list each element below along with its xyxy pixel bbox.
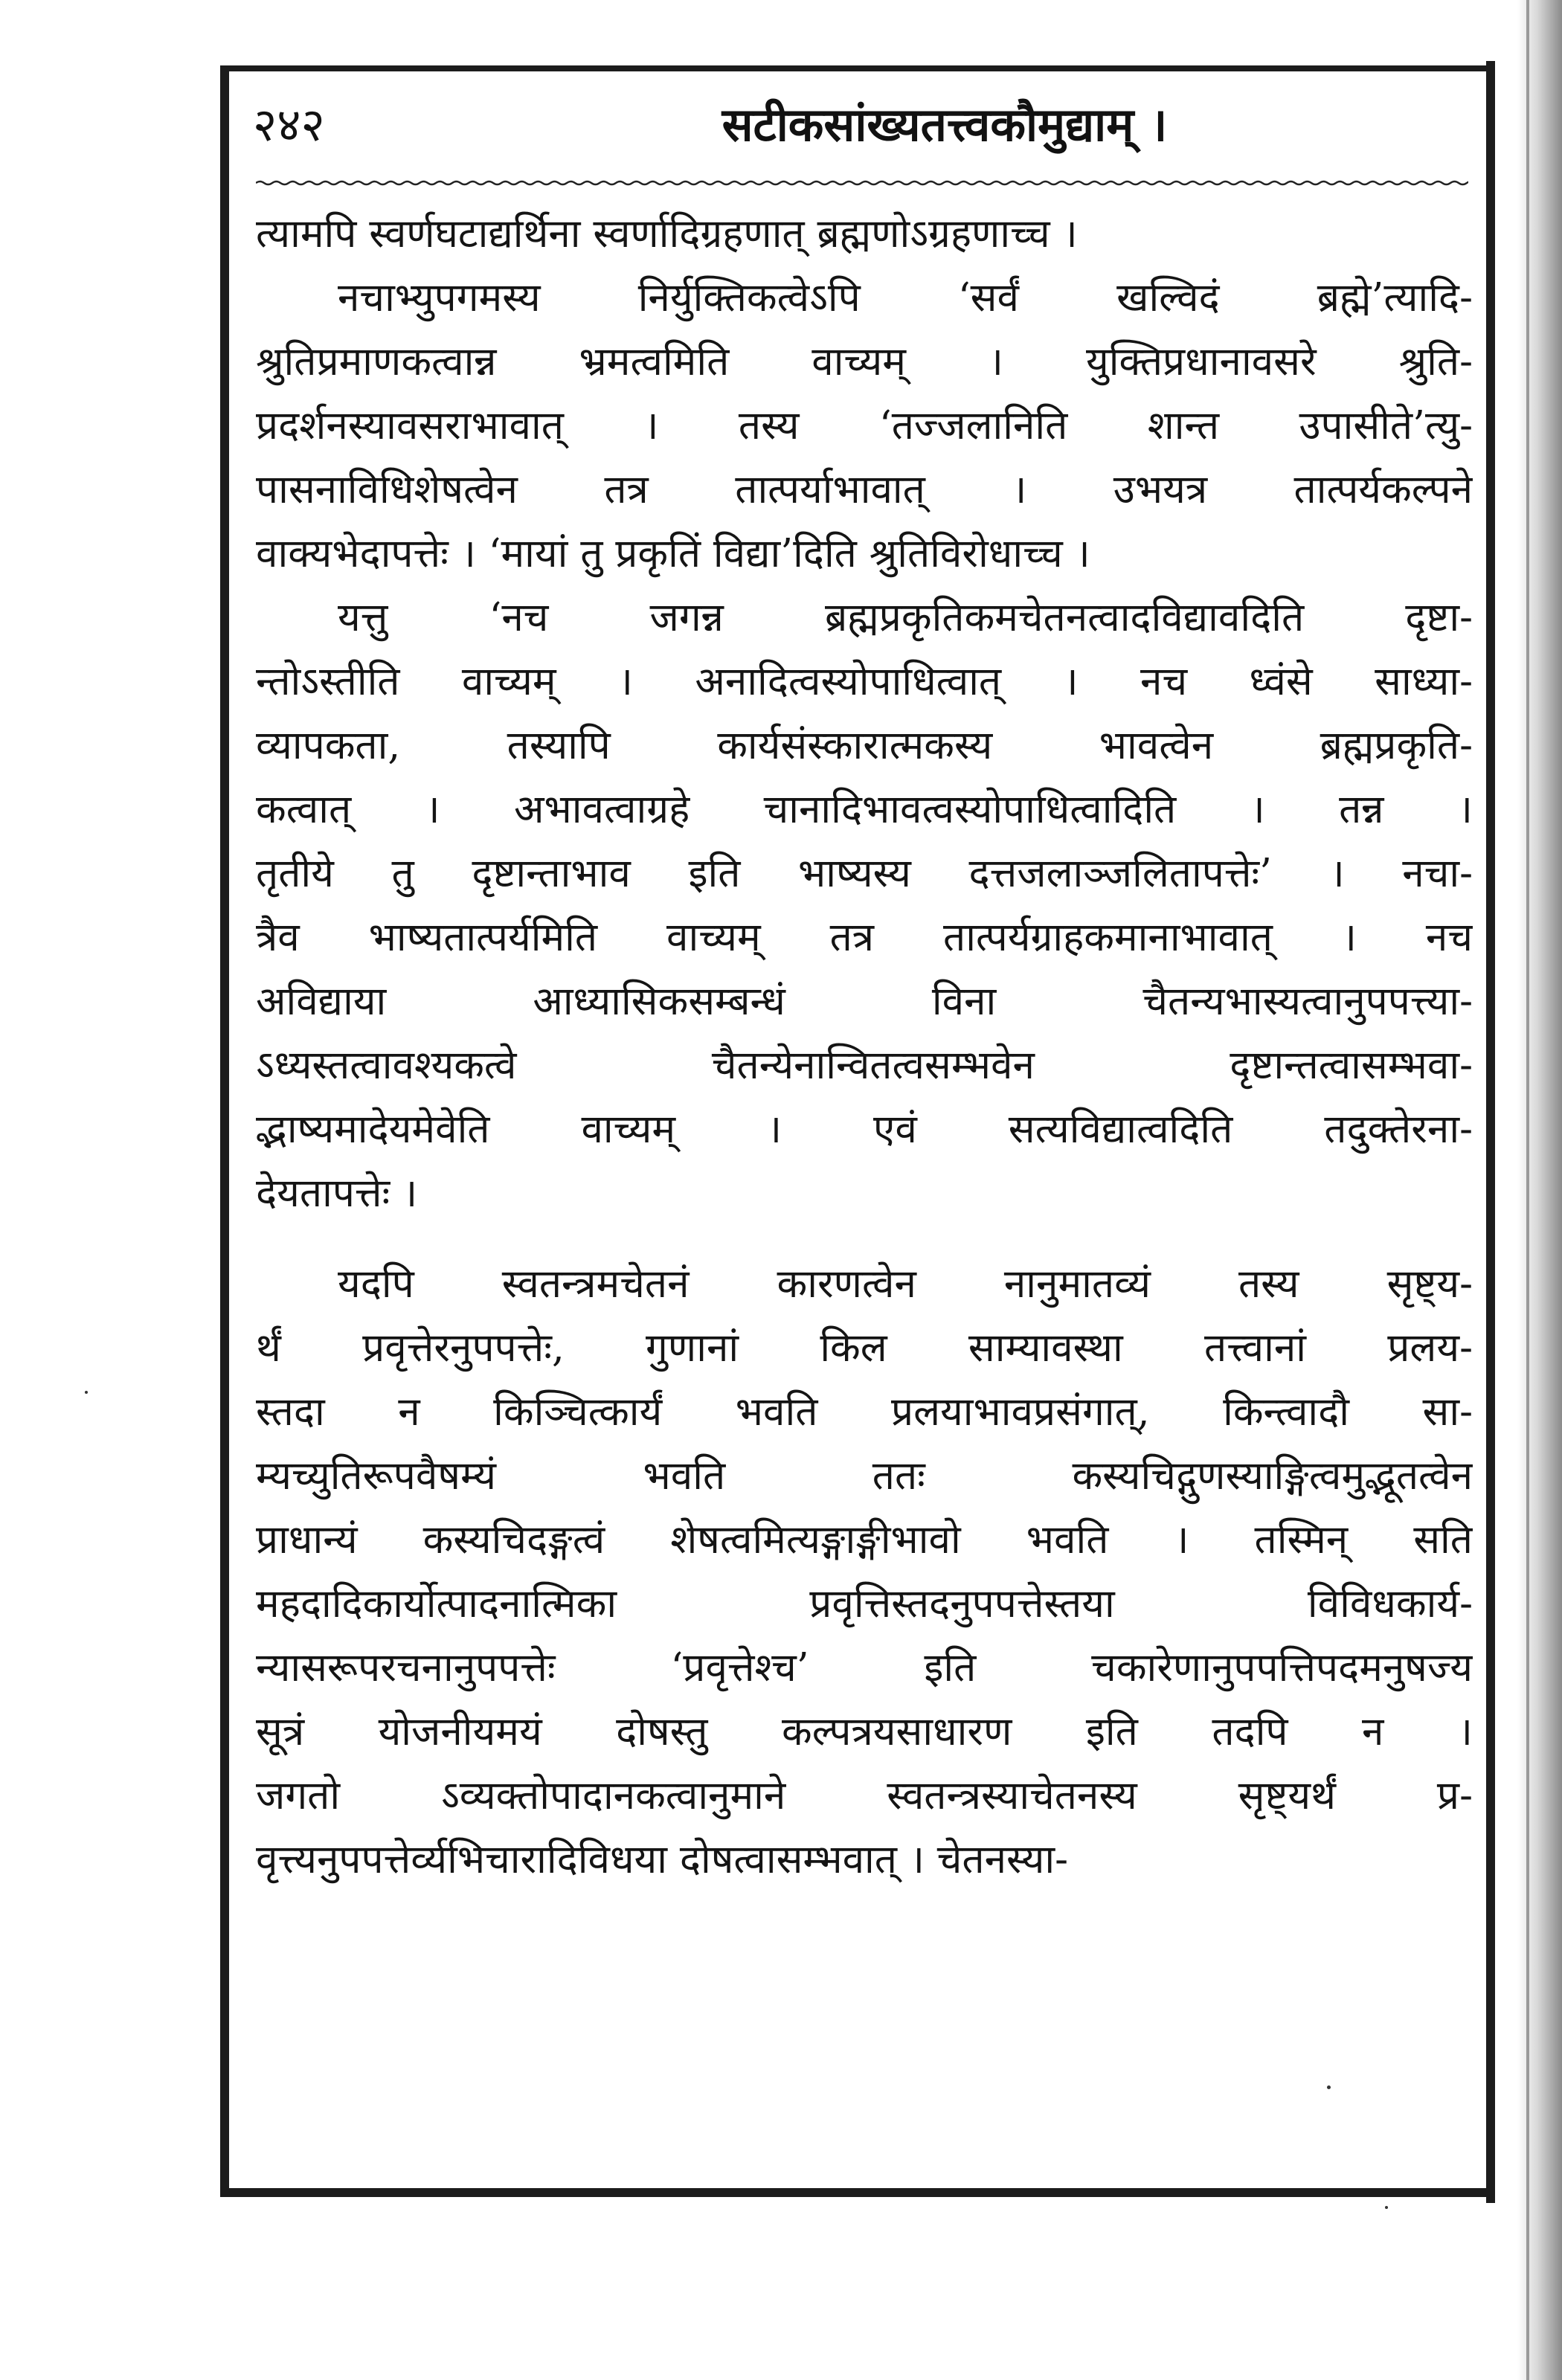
running-header xyxy=(253,88,1465,170)
page-number: २४२ xyxy=(253,97,325,152)
text-line: वृत्त्यनुपपत्तेर्व्यभिचारादिविधया दोषत्वासम्भवात् । चेतनस्या- xyxy=(256,1837,1069,1882)
text-line: त्यामपि स्वर्णघटाद्यर्थिना स्वर्णादिग्रहणात् ब्रह्मणोऽग्रहणाच्च । xyxy=(256,211,1078,257)
text-line: व्यापकता, तस्यापि कार्यसंस्कारात्मकस्य भावत्वेन ब्रह्मप्रकृति- xyxy=(256,723,1473,768)
text-line: ऽध्यस्तत्वावश्यकत्वे चैतन्येनान्वितत्वसम्भवेन दृष्टान्तत्वासम्भवा- xyxy=(256,1043,1473,1088)
frame-right-rule xyxy=(1486,61,1495,2203)
text-line: कत्वात् । अभावत्वाग्रहे चानादिभावत्वस्योपाधित्वादिति । तन्न । xyxy=(256,787,1473,832)
text-line: देयतापत्तेः । xyxy=(256,1171,418,1216)
paragraph xyxy=(256,586,1473,1226)
ink-speck xyxy=(1385,2206,1388,2209)
text-line: पासनाविधिशेषत्वेन तत्र तात्पर्याभावात् । उभयत्र तात्पर्यकल्पने xyxy=(256,467,1473,512)
text-line: प्राधान्यं कस्यचिदङ्गत्वं शेषत्वमित्यङ्गाङ्गीभावो भवति । तस्मिन् सति xyxy=(256,1517,1473,1563)
frame-left-rule xyxy=(220,68,229,2197)
text-line: जगतो ऽव्यक्तोपादानकत्वानुमाने स्वतन्त्रस्याचेतनस्य सृष्ट्यर्थं प्र- xyxy=(256,1773,1473,1818)
ink-speck xyxy=(85,1391,88,1394)
paragraph xyxy=(256,1252,1473,1892)
text-line: वाक्यभेदापत्तेः । ‘मायां तु प्रकृतिं विद्या’दिति श्रुतिविरोधाच्च । xyxy=(256,531,1090,576)
text-line: यत्तु ‘नच जगन्न ब्रह्मप्रकृतिकमचेतनत्वादविद्यावदिति दृष्टा- xyxy=(338,595,1473,640)
text-line: न्तोऽस्तीति वाच्यम् । अनादित्वस्योपाधित्वात् । नच ध्वंसे साध्या- xyxy=(256,659,1473,704)
text-line: यदपि स्वतन्त्रमचेतनं कारणत्वेन नानुमातव्यं तस्य सृष्ट्य- xyxy=(338,1261,1473,1307)
text-line: न्यासरूपरचनानुपपत्तेः ‘प्रवृत्तेश्च’ इति चकारेणानुपपत्तिपदमनुषज्य xyxy=(256,1645,1473,1691)
text-line: सूत्रं योजनीयमयं दोषस्तु कल्पत्रयसाधारण इति तदपि न । xyxy=(256,1709,1473,1755)
text-line: म्यच्युतिरूपवैषम्यं भवति ततः कस्यचिद्गुणस्याङ्गित्वमुद्भूतत्वेन xyxy=(256,1453,1473,1499)
frame-bottom-rule xyxy=(220,2188,1495,2197)
paragraph xyxy=(256,266,1473,586)
text-line: प्रदर्शनस्यावसराभावात् । तस्य ‘तज्जलानिति शान्त उपासीते’त्यु- xyxy=(256,403,1473,448)
text-line: नचाभ्युपगमस्य निर्युक्तिकत्वेऽपि ‘सर्वं खल्विदं ब्रह्मे’त्यादि- xyxy=(338,275,1473,321)
text-line: अविद्याया आध्यासिकसम्बन्धं विना चैतन्यभास्यत्वानुपपत्त्या- xyxy=(256,979,1473,1024)
text-line: तृतीये तु दृष्टान्ताभाव इति भाष्यस्य दत्तजलाञ्जलितापत्तेः’ । नचा- xyxy=(256,851,1473,896)
text-line: स्तदा न किञ्चित्कार्यं भवति प्रलयाभावप्रसंगात्, किन्त्वादौ सा- xyxy=(256,1389,1473,1435)
text-line: महदादिकार्योत्पादनात्मिका प्रवृत्तिस्तदनुपपत्तेस्तया विविधकार्य- xyxy=(256,1581,1473,1627)
text-line: त्रैव भाष्यतात्पर्यमिति वाच्यम् तत्र तात्पर्यग्राहकमानाभावात् । नच xyxy=(256,915,1473,960)
paragraph-gap xyxy=(256,1226,1473,1252)
header-wavy-rule xyxy=(256,177,1468,189)
running-title: सटीकसांख्यतत्त्वकौमुद्याम् । xyxy=(721,97,1168,152)
frame-top-rule xyxy=(220,65,1495,71)
page-edge-shadow xyxy=(1517,0,1562,2380)
body-text xyxy=(256,202,1473,2166)
paragraph xyxy=(256,202,1473,266)
ink-speck xyxy=(1327,2085,1331,2089)
text-line: द्भाष्यमादेयमेवेति वाच्यम् । एवं सत्यविद्यात्वदिति तदुक्तेरना- xyxy=(256,1107,1473,1152)
page-edge-line xyxy=(1526,0,1529,2380)
text-line: र्थं प्रवृत्तेरनुपपत्तेः, गुणानां किल साम्यावस्था तत्त्वानां प्रलय- xyxy=(256,1325,1473,1371)
text-line: श्रुतिप्रमाणकत्वान्न भ्रमत्वमिति वाच्यम् । युक्तिप्रधानावसरे श्रुति- xyxy=(256,339,1473,385)
